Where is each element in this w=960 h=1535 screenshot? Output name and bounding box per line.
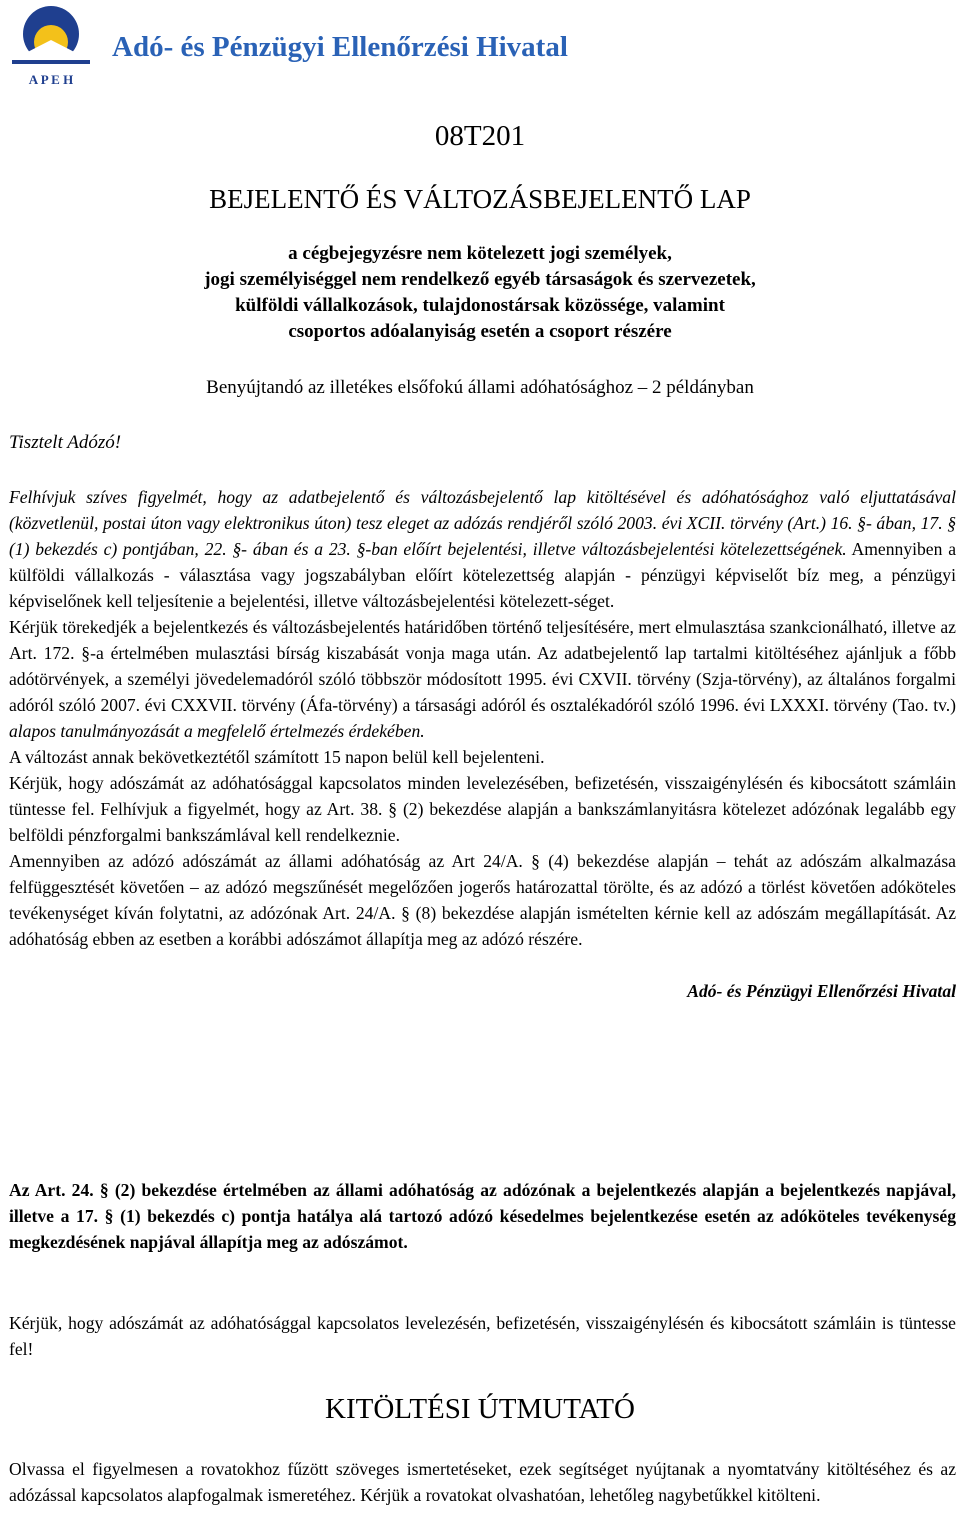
subtitle-line: a cégbejegyzésre nem kötelezett jogi személyek, bbox=[288, 243, 672, 264]
form-code: 08T201 bbox=[434, 120, 526, 152]
submission-note: Benyújtandó az illetékes elsőfokú állami adóhatósághoz – 2 példányban bbox=[206, 377, 754, 398]
greeting: Tisztelt Adózó! bbox=[9, 432, 122, 453]
paragraph-text: Amennyiben a külföldi vállalkozás - választása vagy jogszabályban előírt kötelezettség alapján - pénzügyi képviselőt bíz meg, a pénzügyi képviselőnek kell teljesítenie a bejelentési, illetve változásbejelentési kötelezett-séget. bbox=[9, 539, 957, 611]
paragraph bbox=[9, 484, 956, 614]
guide-intro: Olvassa el figyelmesen a rovatokhoz fűzött szöveges ismertetéseket, ezek segítséget nyújtanak a nyomtatvány kitöltéséhez és az adózással kapcsolatos alapfogalmak ismeretéhez. Kérjük a rovatokat olvashatóan, lehetőleg nagybetűkkel kitölteni. bbox=[9, 1459, 956, 1505]
page-header bbox=[0, 0, 960, 100]
apeh-logo bbox=[8, 4, 94, 92]
paragraph-text: alapos tanulmányozását a megfelelő értelmezés érdekében. bbox=[9, 721, 425, 741]
paragraph-text: Felhívjuk szíves figyelmét, hogy az adatbejelentő és változásbejelentő lap kitöltésével és adóhatósághoz való eljuttatásával (közvetlenül, postai úton vagy elektronikus úton) tesz eleget az adózás rendjéről szóló 2003. évi XCII. törvény (Art.) 16. §- ában, 17. § (1) bekezdés c) pontjában, 22. §- ában és a 23. §-ban előírt bejelentési, illetve változásbejelentési kötelezettségének. bbox=[9, 487, 956, 559]
tax-number-reminder: Kérjük, hogy adószámát az adóhatósággal kapcsolatos levelezésén, befizetésén, visszaigénylésén és kibocsátott számláin is tüntesse fel! bbox=[9, 1313, 956, 1359]
logo-text: A P E H bbox=[28, 72, 74, 87]
agency-name: Adó- és Pénzügyi Ellenőrzési Hivatal bbox=[112, 31, 568, 63]
subtitle-line: csoportos adóalanyiság esetén a csoport részére bbox=[288, 321, 672, 342]
paragraph-text: Az adatbejelentő lap tartalmi kitöltéséhez ajánljuk a főbb adótörvények, a személyi jövedelemadóról szóló többször módosított 1995. évi CXVII. törvény (Szja-törvény), az általános forgalmi adóról szóló 2007. évi CXXVII. törvény (Áfa-törvény) bbox=[9, 643, 956, 715]
paragraph-text: a társasági adóról és osztalékadóról szóló 1996. évi LXXXI. törvény (Tao. tv.) bbox=[402, 695, 956, 715]
form-subtitle bbox=[0, 241, 960, 345]
letter-body bbox=[9, 484, 956, 1004]
paragraph: Amennyiben az adózó adószámát az állami adóhatóság az Art 24/A. § (4) bekezdése alapján – tehát az adószám alkalmazása felfüggesztését követően – az adózó megszűnését megelőzően jogerős határozattal törölte, és az adózó a törlést követően adóköteles tevékenységet kíván folytatni, az adózónak Art. 24/A. § (8) bekezdése alapján ismételten kérnie kell az adószám megállapítását. Az adóhatóság ebben az esetben a korábbi adószámot állapítja meg az adózó részére. bbox=[9, 851, 956, 949]
paragraph bbox=[9, 614, 956, 744]
form-title: BEJELENTŐ ÉS VÁLTOZÁSBEJELENTŐ LAP bbox=[209, 184, 751, 214]
paragraph-text: Kérjük törekedjék a bejelentkezés és változásbejelentés határidőben történő teljesítésére, mert elmulasztása szankcionálható, illetve az Art. 172. §-a értelmében mulasztási bírság kiszabását vonja maga után. bbox=[9, 617, 956, 663]
subtitle-line: jogi személyiséggel nem rendelkező egyéb társaságok és szervezetek, bbox=[204, 269, 756, 290]
paragraph: Kérjük, hogy adószámát az adóhatósággal kapcsolatos minden levelezésében, befizetésén, visszaigénylésén és kibocsátott számláin tüntesse fel. Felhívjuk a figyelmét, hogy az Art. 38. § (2) bekezdése alapján a bankszámlanyitásra kötelezet adózónak legalább egy belföldi pénzforgalmi bankszámlával kell rendelkeznie. bbox=[9, 773, 956, 845]
paragraph: A változást annak bekövetkeztétől számított 15 napon belül kell bejelenteni. bbox=[9, 747, 545, 767]
subtitle-line: külföldi vállalkozások, tulajdonostársak közössége, valamint bbox=[235, 295, 725, 316]
guide-title: KITÖLTÉSI ÚTMUTATÓ bbox=[325, 1393, 635, 1425]
art24-notice: Az Art. 24. § (2) bekezdése értelmében az állami adóhatóság az adózónak a bejelentkezés alapján a bejelentkezés napjával, illetve a 17. § (1) bekezdés c) pontja hatálya alá tartozó adózó késedelmes bejelentkezése esetén az adóköteles tevékenység megkezdésének napjával állapítja meg az adószámot. bbox=[9, 1180, 956, 1252]
signature: Adó- és Pénzügyi Ellenőrzési Hivatal bbox=[687, 981, 956, 1001]
